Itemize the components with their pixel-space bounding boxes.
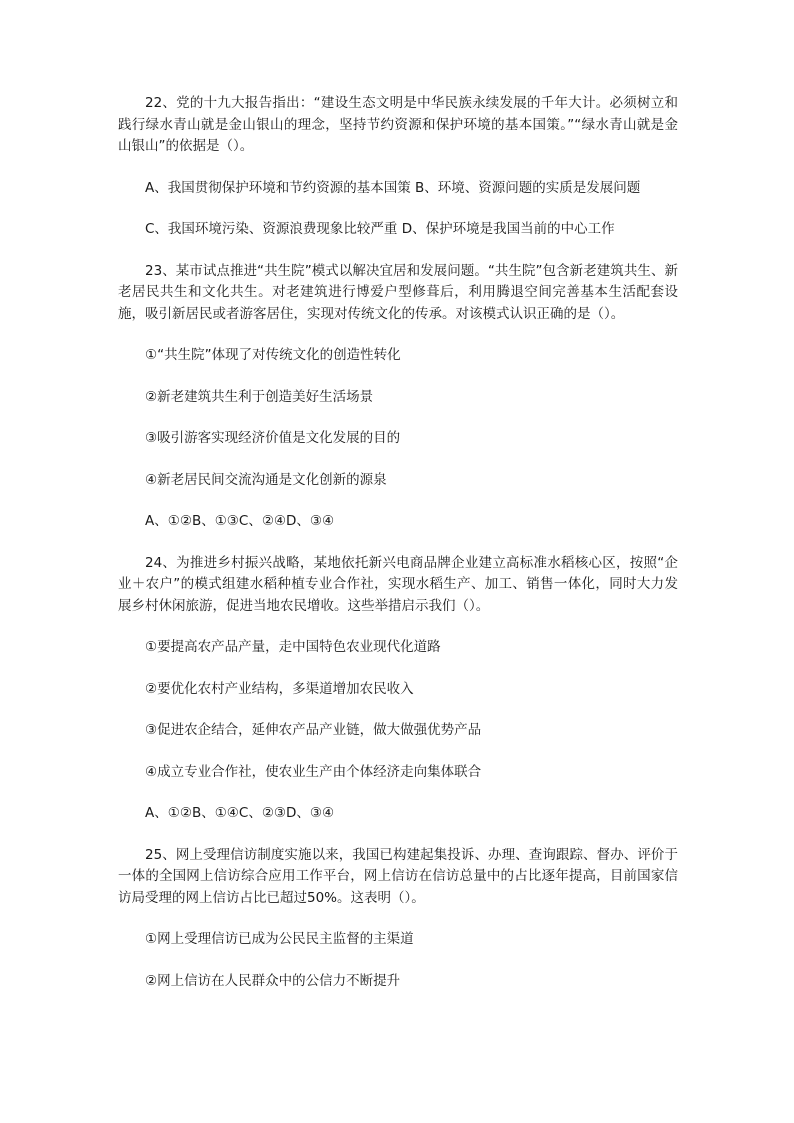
question-23 <box>118 261 678 533</box>
document-body <box>118 93 678 992</box>
statement-item: ②网上信访在人民群众中的公信力不断提升 <box>145 972 401 989</box>
statement-item: ①“共生院”体现了对传统文化的创造性转化 <box>145 347 401 363</box>
question-stem: 22、党的十九大报告指出：“建设生态文明是中华民族永续发展的千年大计。必须树立和践行绿水青山就是金山银山的理念，坚持节约资源和保护环境的基本国策。”“绿水青山就是金山银山”的依据是（）。 <box>118 95 678 154</box>
question-24 <box>118 553 678 825</box>
statement-item: ①要提高农产品产量，走中国特色农业现代化道路 <box>145 639 441 655</box>
statement-item: ②要优化农村产业结构，多渠道增加农民收入 <box>145 680 414 697</box>
statement-item: ③吸引游客实现经济价值是文化发展的目的 <box>145 430 401 446</box>
statement-item: ③促进农企结合，延伸农产品产业链，做大做强优势产品 <box>145 722 482 738</box>
statement-item: ④新老居民间交流沟通是文化创新的源泉 <box>145 471 387 488</box>
question-stem: 24、为推进乡村振兴战略，某地依托新兴电商品牌企业建立高标准水稻核心区，按照“企业＋农户”的模式组建水稻种植专业合作社，实现水稻生产、加工、销售一体化，同时大力发展乡村休闲旅游，促进当地农民增收。这些举措启示我们（）。 <box>118 554 678 614</box>
option-line: C、我国环境污染、资源浪费现象比较严重 D、保护环境是我国当前的中心工作 <box>145 221 615 237</box>
question-22 <box>118 93 678 241</box>
question-25 <box>118 845 678 993</box>
statement-item: ①网上受理信访已成为公民民主监督的主渠道 <box>145 931 414 947</box>
statement-item: ②新老建筑共生利于创造美好生活场景 <box>145 388 374 405</box>
option-line: A、我国贯彻保护环境和节约资源的基本国策 B、环境、资源问题的实质是发展问题 <box>145 179 641 196</box>
question-stem: 25、网上受理信访制度实施以来，我国已构建起集投诉、办理、查询跟踪、督办、评价于一体的全国网上信访综合应用工作平台，网上信访在信访总量中的占比逐年提高，目前国家信访局受理的网上信访占比已超过50%。这表明（）。 <box>118 846 678 906</box>
statement-item: ④成立专业合作社，使农业生产由个体经济走向集体联合 <box>145 763 482 780</box>
answer-choices: A、①②B、①③C、②④D、③④ <box>145 513 335 529</box>
answer-choices: A、①②B、①④C、②③D、③④ <box>145 805 335 821</box>
question-stem: 23、某市试点推进“共生院”模式以解决宜居和发展问题。“共生院”包含新老建筑共生、新老居民共生和文化共生。对老建筑进行博爱户型修葺后，利用腾退空间完善基本生活配套设施，吸引新居民或者游客居住，实现对传统文化的传承。对该模式认识正确的是（）。 <box>118 262 678 322</box>
